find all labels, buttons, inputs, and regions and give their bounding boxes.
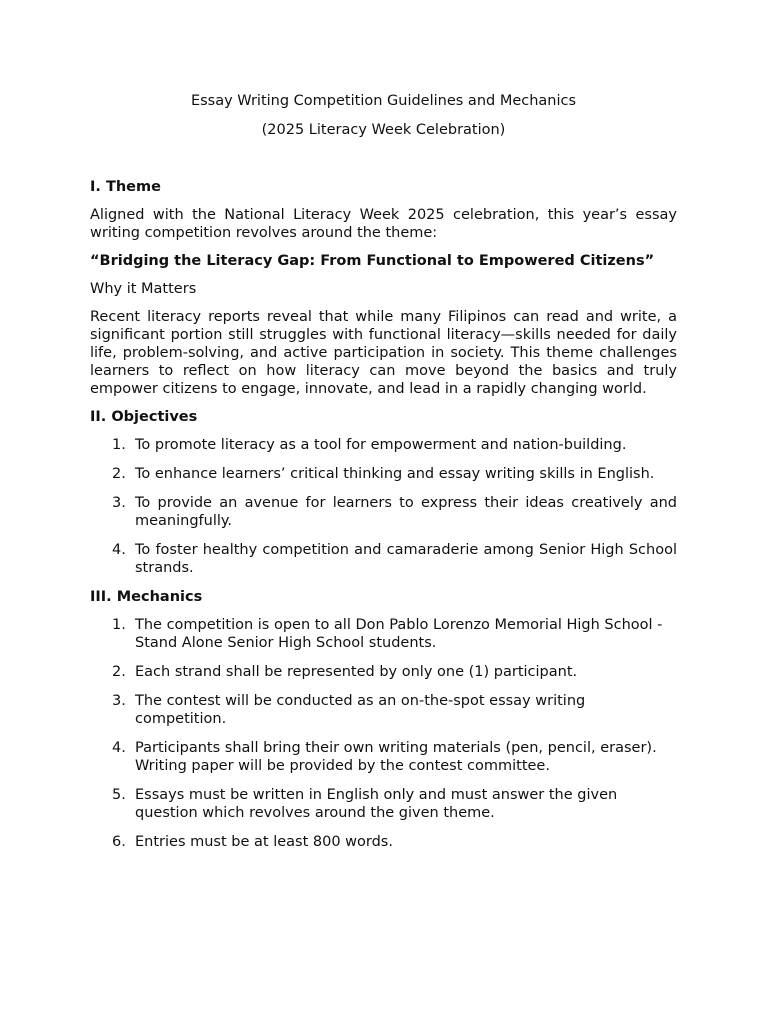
list-number: 6. (112, 834, 126, 850)
list-item (90, 465, 677, 483)
list-text: Entries must be at least 800 words. (135, 834, 393, 850)
theme-statement: “Bridging the Literacy Gap: From Functional to Empowered Citizens” (90, 253, 655, 269)
list-item (90, 692, 677, 728)
list-number: 4. (112, 740, 126, 756)
list-item (90, 833, 677, 851)
list-number: 4. (112, 542, 126, 558)
document-subtitle: (2025 Literacy Week Celebration) (261, 122, 506, 138)
list-text: The competition is open to all Don Pablo Lorenzo Memorial High School - Stand Alone Senior High School students. (135, 617, 663, 651)
list-item (90, 494, 677, 530)
list-text: To enhance learners’ critical thinking and essay writing skills in English. (135, 466, 655, 482)
why-it-matters-heading: Why it Matters (90, 281, 197, 297)
list-number: 1. (112, 617, 126, 633)
list-number: 2. (112, 664, 126, 680)
list-text: Each strand shall be represented by only one (1) participant. (135, 664, 578, 680)
list-text: To promote literacy as a tool for empowerment and nation-building. (135, 437, 627, 453)
list-item (90, 786, 677, 822)
list-number: 1. (112, 437, 126, 453)
theme-intro: Aligned with the National Literacy Week 2025 celebration, this year’s essay writing competition revolves around the theme: (90, 207, 677, 241)
section-heading-theme: I. Theme (90, 179, 161, 195)
list-text: The contest will be conducted as an on-the-spot essay writing competition. (135, 693, 586, 727)
list-text: To provide an avenue for learners to express their ideas creatively and meaningfully. (135, 495, 677, 529)
objectives-list (90, 436, 677, 577)
document-page (90, 92, 677, 851)
list-item (90, 739, 677, 775)
list-item (90, 663, 677, 681)
list-text: Essays must be written in English only and must answer the given question which revolves around the given theme. (135, 787, 618, 821)
mechanics-list (90, 616, 677, 851)
list-number: 3. (112, 495, 126, 511)
list-text: To foster healthy competition and camaraderie among Senior High School strands. (135, 542, 677, 576)
list-number: 5. (112, 787, 126, 803)
document-title: Essay Writing Competition Guidelines and Mechanics (190, 93, 577, 109)
list-number: 3. (112, 693, 126, 709)
list-item (90, 616, 677, 652)
why-it-matters-text: Recent literacy reports reveal that while many Filipinos can read and write, a significant portion still struggles with functional literacy—skills needed for daily life, problem-solving, and active participation in society. This theme challenges learners to reflect on how literacy can move beyond the basics and truly empower citizens to engage, innovate, and lead in a rapidly changing world. (90, 309, 677, 397)
list-item (90, 436, 677, 454)
list-text: Participants shall bring their own writing materials (pen, pencil, eraser). Writing paper will be provided by the contest committee. (135, 740, 657, 774)
section-heading-objectives: II. Objectives (90, 409, 198, 425)
list-number: 2. (112, 466, 126, 482)
list-item (90, 541, 677, 577)
section-heading-mechanics: III. Mechanics (90, 589, 203, 605)
